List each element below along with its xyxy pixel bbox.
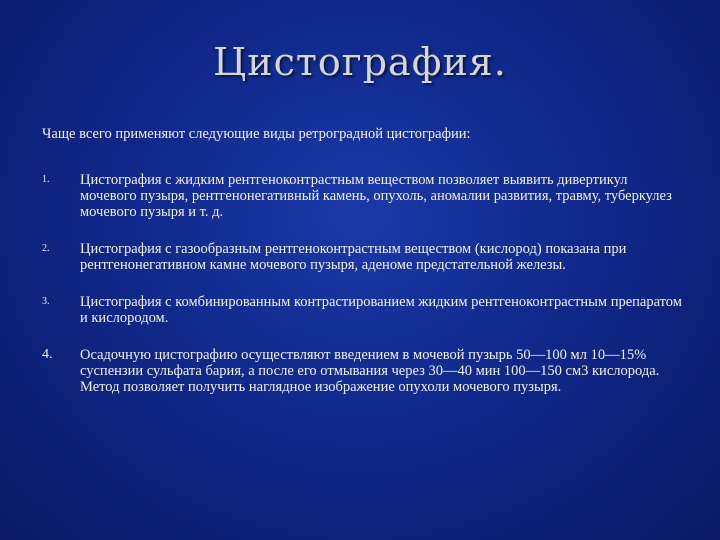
list-item-number: 4. bbox=[42, 347, 53, 362]
list-item-text: Осадочную цистографию осуществляют введением в мочевой пузырь 50—100 мл 10—15% суспензии сульфата бария, а после его отмывания через 30—40 мин 100—150 см3 кислорода. Метод позволяет получить наглядное изображение опухоли мочевого пузыря. bbox=[80, 347, 660, 395]
list-item-text: Цистография с комбинированным контрастированием жидким рентгеноконтрастным препаратом и кислородом. bbox=[80, 294, 682, 326]
list-item bbox=[42, 347, 682, 395]
list-item bbox=[42, 241, 682, 273]
list-item bbox=[42, 294, 682, 326]
list-item-number: 3. bbox=[42, 296, 50, 307]
intro-text: Чаще всего применяют следующие виды ретроградной цистографии: bbox=[42, 126, 471, 142]
slide-title: Цистография. bbox=[213, 40, 507, 84]
list-item-text: Цистография с жидким рентгеноконтрастным веществом позволяет выявить дивертикул мочевого пузыря, рентгенонегативный камень, опухоль, аномалии развития, травму, туберкулез мочевого пузыря и т. д. bbox=[80, 172, 672, 220]
list-item-text: Цистография с газообразным рентгеноконтрастным веществом (кислород) показана при рентгенонегативном камне мочевого пузыря, аденоме предстательной железы. bbox=[80, 241, 627, 273]
list-item-number: 1. bbox=[42, 174, 50, 185]
list-item bbox=[42, 172, 682, 220]
list-item-number: 2. bbox=[42, 243, 50, 254]
numbered-list bbox=[42, 172, 682, 416]
